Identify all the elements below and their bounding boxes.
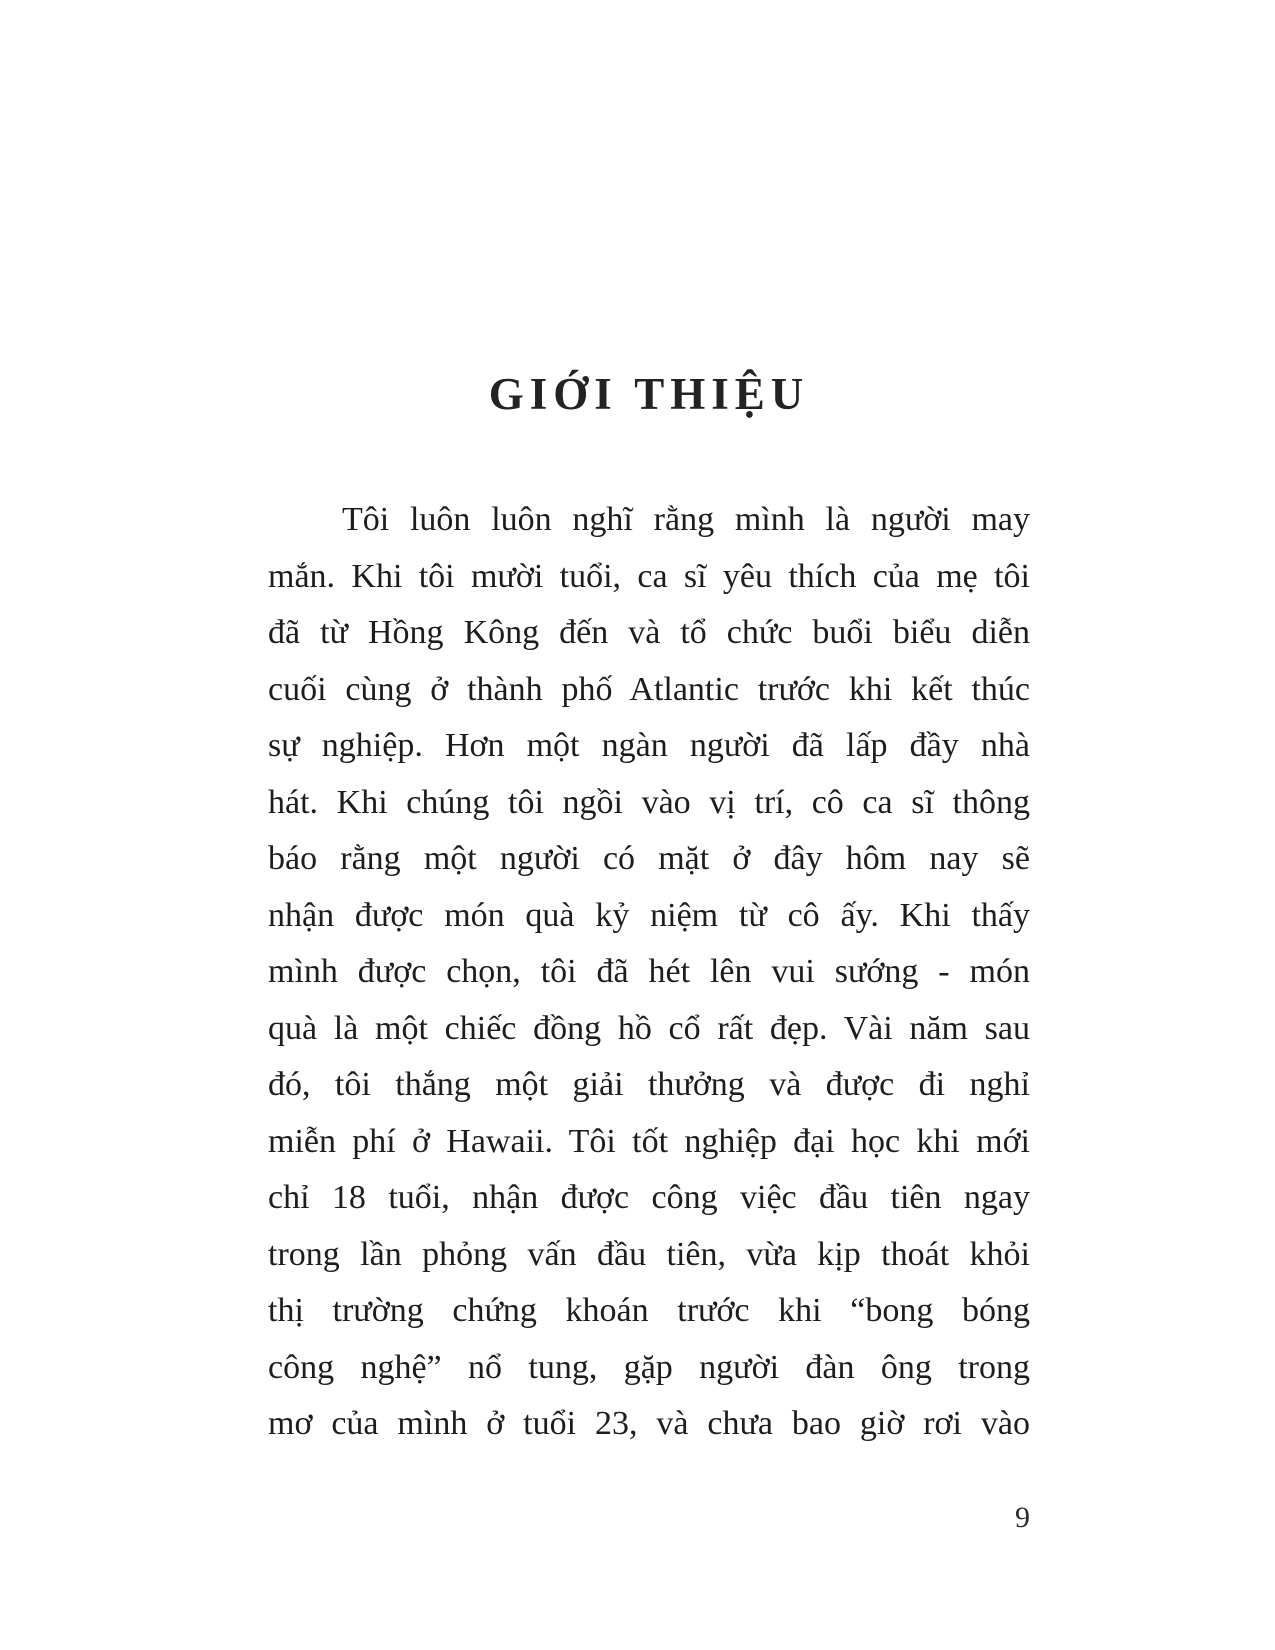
chapter-title: GIỚI THIỆU <box>488 369 810 419</box>
paragraph-line: mình được chọn, tôi đã hét lên vui sướng - món <box>268 953 1030 990</box>
paragraph-line: quà là một chiếc đồng hồ cổ rất đẹp. Vài năm sau <box>268 1009 1030 1047</box>
paragraph-line: hát. Khi chúng tôi ngồi vào vị trí, cô ca sĩ thông <box>268 783 1030 821</box>
paragraph <box>268 492 1030 1453</box>
paragraph-line: cuối cùng ở thành phố Atlantic trước khi kết thúc <box>268 670 1030 708</box>
paragraph-line: trong lần phỏng vấn đầu tiên, vừa kịp thoát khỏi <box>268 1235 1030 1273</box>
paragraph-line: Tôi luôn luôn nghĩ rằng mình là người may <box>342 501 1030 538</box>
paragraph-line: chỉ 18 tuổi, nhận được công việc đầu tiên ngay <box>268 1179 1030 1216</box>
paragraph-line: miễn phí ở Hawaii. Tôi tốt nghiệp đại học khi mới <box>268 1122 1030 1160</box>
paragraph-line: sự nghiệp. Hơn một ngàn người đã lấp đầy nhà <box>268 727 1030 764</box>
paragraph-line: đã từ Hồng Kông đến và tổ chức buổi biểu diễn <box>268 614 1030 651</box>
paragraph-line: mắn. Khi tôi mười tuổi, ca sĩ yêu thích của mẹ tôi <box>268 557 1030 595</box>
paragraph-line: công nghệ” nổ tung, gặp người đàn ông trong <box>268 1348 1030 1386</box>
paragraph-line: đó, tôi thắng một giải thưởng và được đi nghỉ <box>268 1066 1030 1103</box>
page-number: 9 <box>1015 1501 1030 1534</box>
paragraph-line: mơ của mình ở tuổi 23, và chưa bao giờ rơi vào <box>268 1405 1030 1442</box>
paragraph-line: nhận được món quà kỷ niệm từ cô ấy. Khi thấy <box>268 896 1030 934</box>
paragraph-line: thị trường chứng khoán trước khi “bong bóng <box>268 1292 1030 1329</box>
paragraph-line: báo rằng một người có mặt ở đây hôm nay sẽ <box>268 840 1030 877</box>
